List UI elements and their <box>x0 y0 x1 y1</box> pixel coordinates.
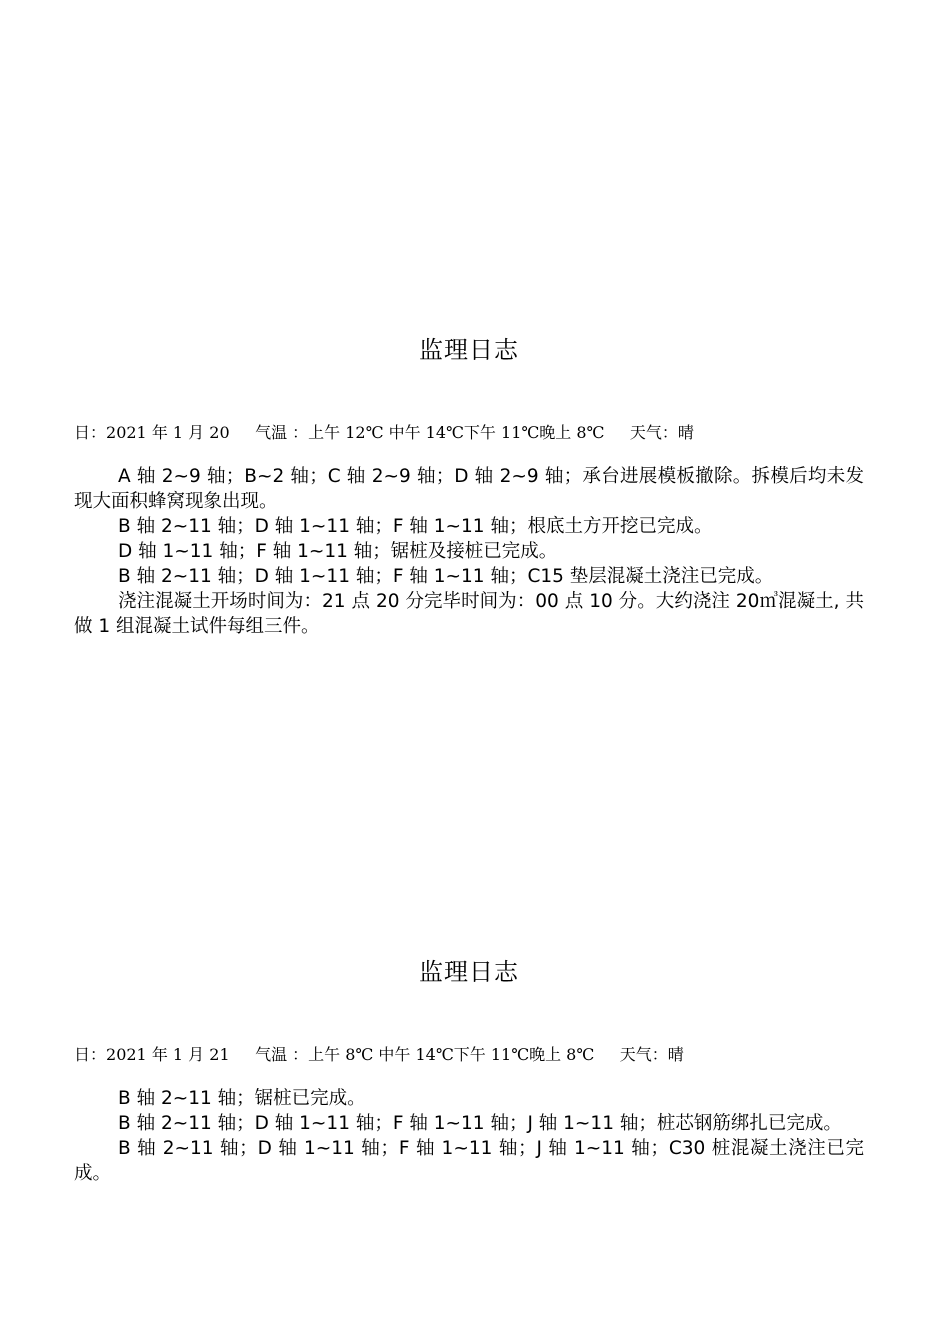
weather-label: 天气： <box>619 1045 668 1064</box>
log-paragraph: D 轴 1~11 轴；F 轴 1~11 轴；锯桩及接桩已完成。 <box>118 541 558 562</box>
log-paragraph: B 轴 2~11 轴；D 轴 1~11 轴；F 轴 1~11 轴；C15 垫层混凝土浇注已完成。 <box>118 566 774 587</box>
temperature-readings: 上午 8℃ 中午 14℃下午 11℃晚上 8℃ <box>308 1045 595 1064</box>
log-paragraph: B 轴 2~11 轴；D 轴 1~11 轴；F 轴 1~11 轴；J 轴 1~11 轴；C30 桩混凝土浇注已完成。 <box>74 1138 864 1184</box>
log-body <box>74 464 864 639</box>
log-paragraph: B 轴 2~11 轴；锯桩已完成。 <box>118 1088 366 1109</box>
log-title: 监理日志 <box>419 958 519 986</box>
weather-value: 晴 <box>677 423 694 442</box>
log-meta-line <box>74 422 864 444</box>
log-body <box>74 1086 864 1186</box>
weather-label: 天气： <box>629 423 678 442</box>
log-entry <box>74 952 864 1186</box>
log-paragraph: B 轴 2~11 轴；D 轴 1~11 轴；F 轴 1~11 轴；根底土方开挖已完成。 <box>118 516 713 537</box>
date-label: 日： <box>74 423 107 442</box>
log-date: 2021 年 1 月 21 <box>106 1045 230 1064</box>
temperature-label: 气温 ： <box>255 1045 309 1064</box>
date-label: 日： <box>74 1045 107 1064</box>
temperature-label: 气温 ： <box>255 423 309 442</box>
log-meta-line <box>74 1044 864 1066</box>
log-paragraph: 浇注混凝土开场时间为：21 点 20 分完毕时间为：00 点 10 分。大约浇注 20㎥混凝土, 共做 1 组混凝土试件每组三件。 <box>74 591 864 637</box>
log-entry <box>74 330 864 639</box>
temperature-readings: 上午 12℃ 中午 14℃下午 11℃晚上 8℃ <box>308 423 605 442</box>
log-paragraph: B 轴 2~11 轴；D 轴 1~11 轴；F 轴 1~11 轴；J 轴 1~11 轴；桩芯钢筋绑扎已完成。 <box>118 1113 842 1134</box>
log-date: 2021 年 1 月 20 <box>106 423 230 442</box>
log-title: 监理日志 <box>419 336 519 364</box>
log-paragraph: A 轴 2~9 轴；B~2 轴；C 轴 2~9 轴；D 轴 2~9 轴；承台进展模板撤除。拆模后均未发现大面积蜂窝现象出现。 <box>74 466 864 512</box>
weather-value: 晴 <box>667 1045 684 1064</box>
